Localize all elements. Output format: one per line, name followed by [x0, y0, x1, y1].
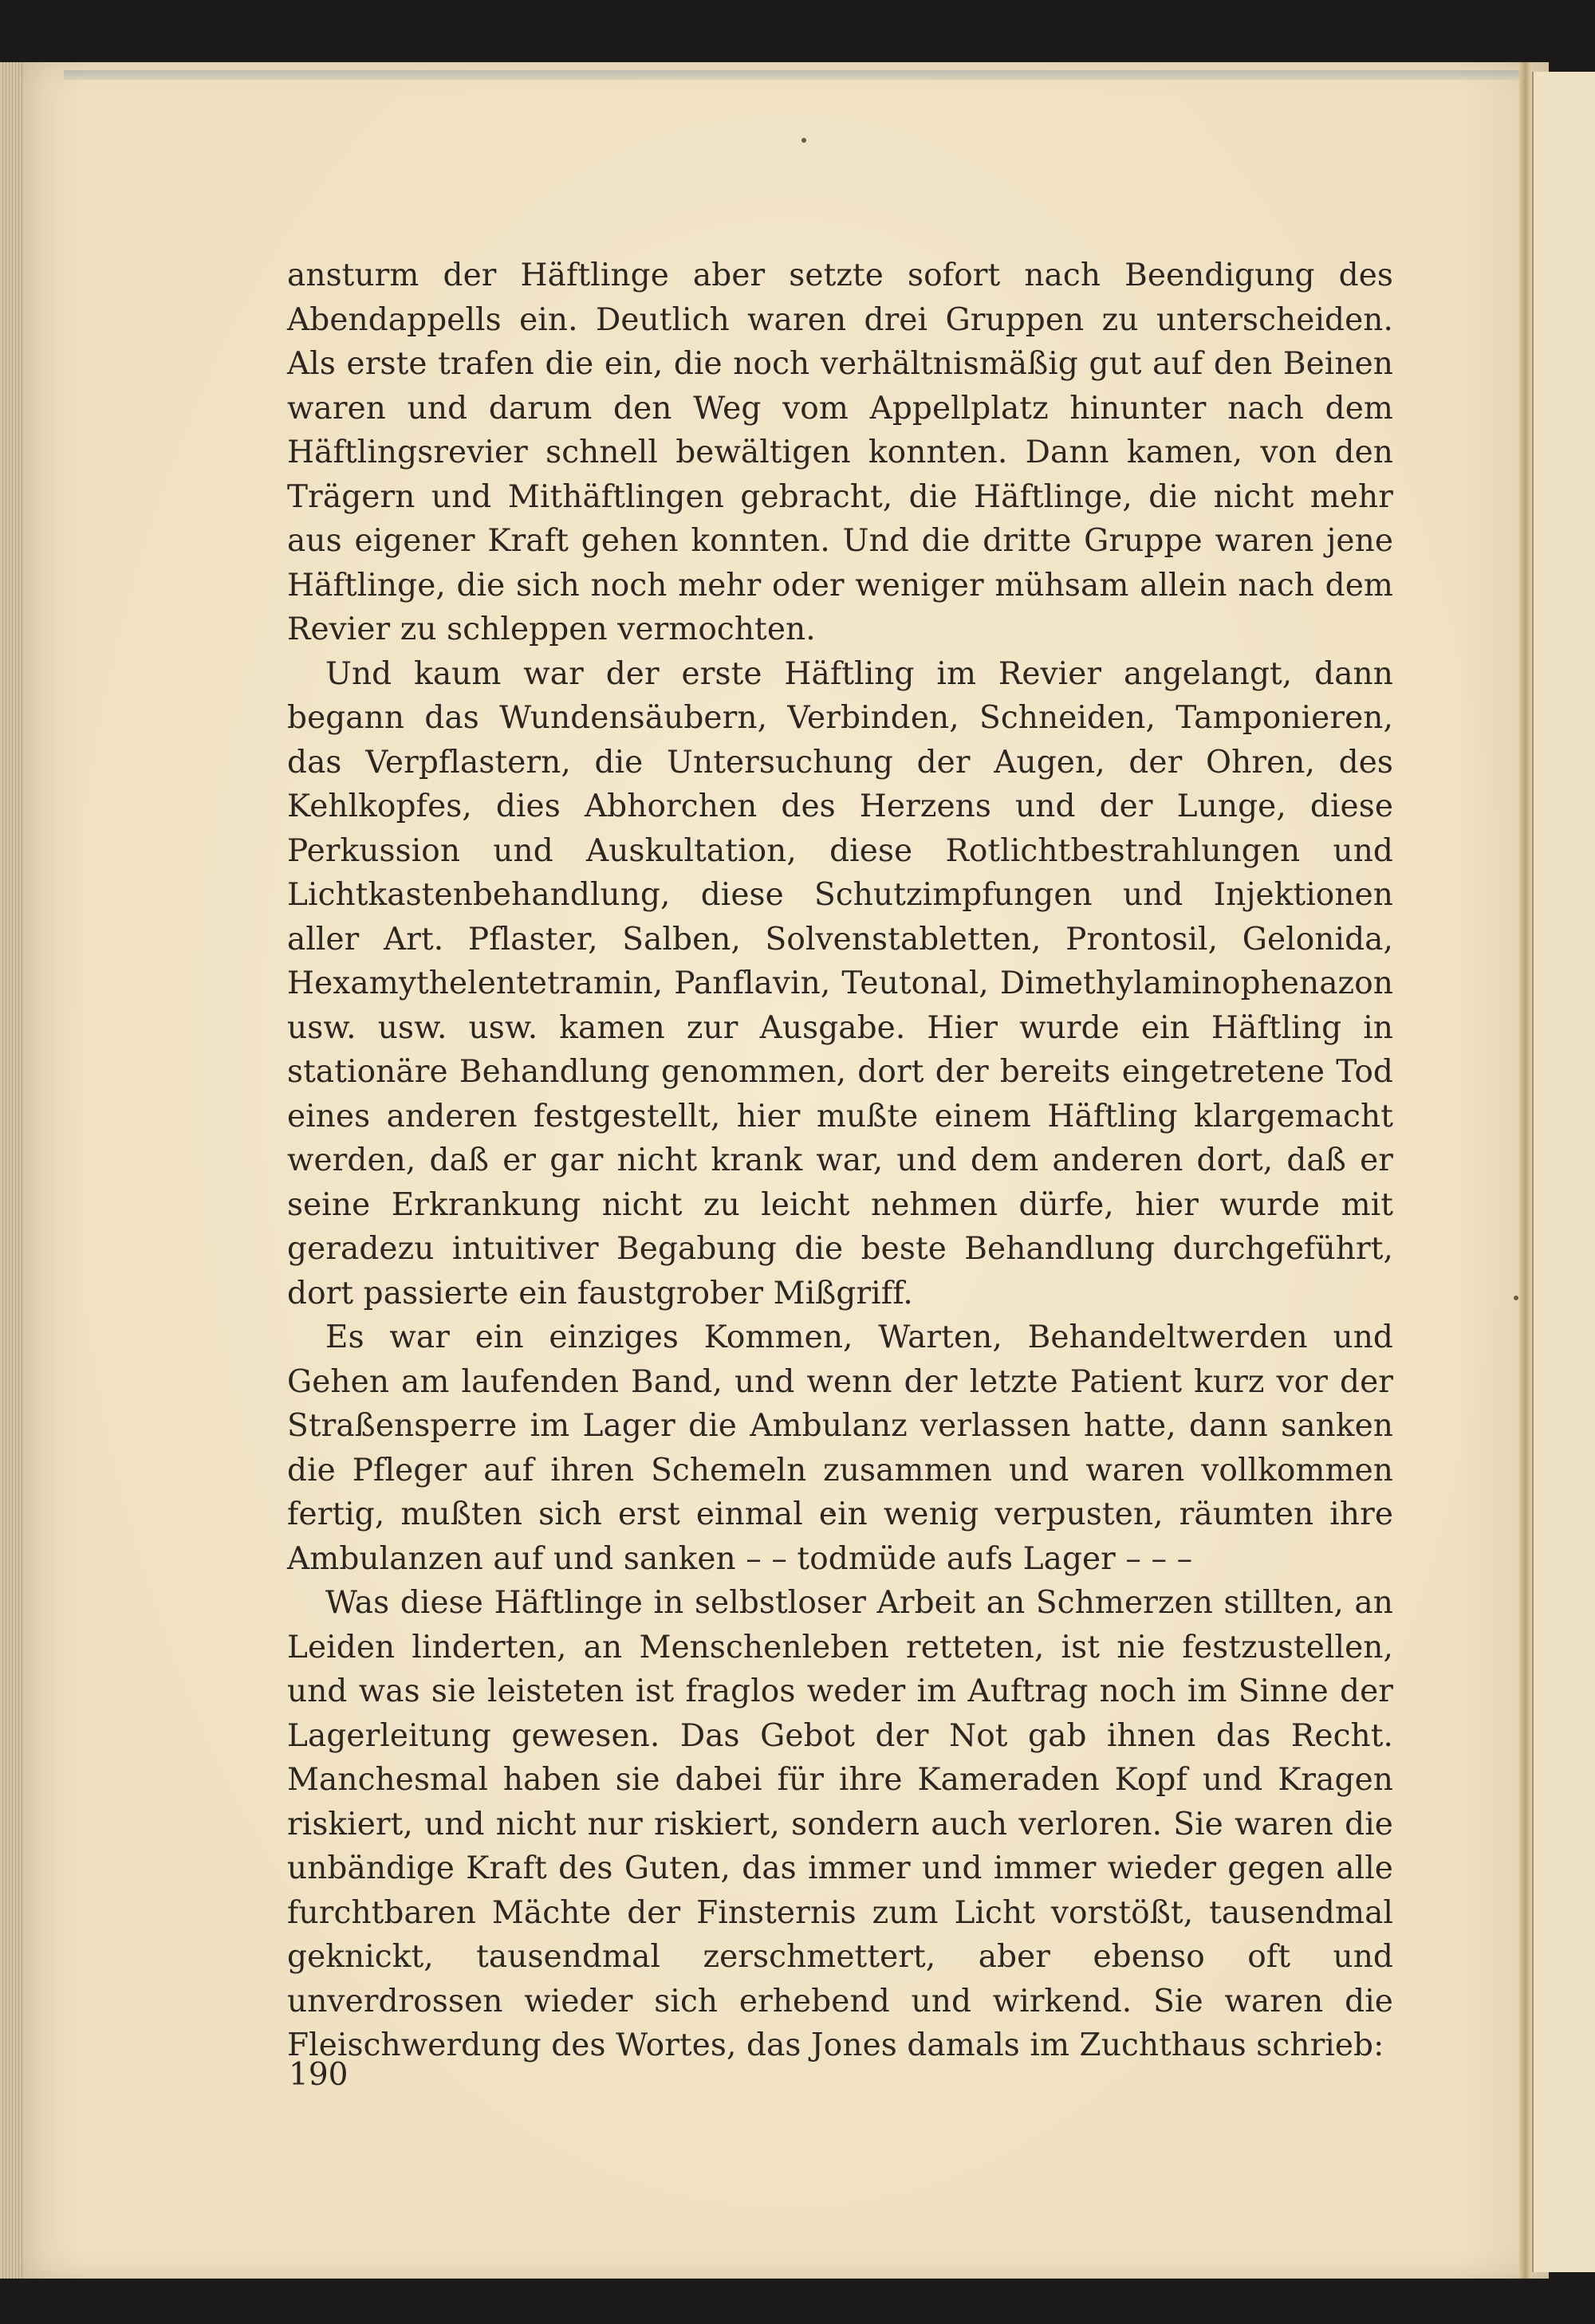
- paragraph-2: Und kaum war der erste Häftling im Revier angelangt, dann begann das Wundensäubern, Verbinden, Schneiden, Tamponieren, das Verpflastern, die Untersuchung der Augen, der Ohren, des Kehlkopfes, dies Abhorchen des Herzens und der Lunge, diese Perkussion und Auskultation, diese Rotlichtbestrahlungen und Lichtkastenbehandlung, diese Schutzimpfungen und Injektionen aller Art. Pflaster, Salben, Solvenstabletten, Prontosil, Gelonida, Hexamythelentetramin, Panflavin, Teutonal, Dimethylaminophenazon usw. usw. usw. kamen zur Ausgabe. Hier wurde ein Häftling in stationäre Behandlung genommen, dort der bereits eingetretene Tod eines anderen festgestellt, hier mußte einem Häftling klargemacht werden, daß er gar nicht krank war, und dem anderen dort, daß er seine Erkrankung nicht zu leicht nehmen dürfe, hier wurde mit geradezu intuitiver Begabung die beste Behandlung durchgeführt, dort passierte ein faustgrober Mißgriff.: [287, 655, 1393, 1311]
- paper-speck: [801, 138, 806, 143]
- body-text: [287, 254, 1393, 2068]
- facing-page-edge: [1532, 72, 1595, 2272]
- paragraph-1: ansturm der Häftlinge aber setzte sofort nach Beendigung des Abendappells ein. Deutlich waren drei Gruppen zu unterscheiden. Als erste trafen die ein, die noch verhältnismäßig gut auf den Beinen waren und darum den Weg vom Appellplatz hinunter nach dem Häftlingsrevier schnell bewältigen konnten. Dann kamen, von den Trägern und Mithäftlingen gebracht, die Häftlinge, die nicht mehr aus eigener Kraft gehen konnten. Und die dritte Gruppe waren jene Häftlinge, die sich noch mehr oder weniger mühsam allein nach dem Revier zu schleppen vermochten.: [287, 258, 1393, 647]
- book-gutter: [1519, 62, 1532, 2279]
- paragraph-3: Es war ein einziges Kommen, Warten, Behandeltwerden und Gehen am laufenden Band, und wenn der letzte Patient kurz vor der Straßensperre im Lager die Ambulanz verlassen hatte, dann sanken die Pfleger auf ihren Schemeln zusammen und waren vollkommen fertig, mußten sich erst einmal ein wenig verpusten, räumten ihre Ambulanzen auf und sanken – – todmüde aufs Lager – – –: [287, 1319, 1393, 1577]
- paragraph-4: Was diese Häftlinge in selbstloser Arbeit an Schmerzen stillten, an Leiden linderten, an Menschenleben retteten, ist nie festzustellen, und was sie leisteten ist fraglos weder im Auftrag noch im Sinne der Lagerleitung gewesen. Das Gebot der Not gab ihnen das Recht. Manchesmal haben sie dabei für ihre Kameraden Kopf und Kragen riskiert, und nicht nur riskiert, sondern auch verloren. Sie waren die unbändige Kraft des Guten, das immer und immer wieder gegen alle furchtbaren Mächte der Finsternis zum Licht vorstößt, tausendmal geknickt, tausendmal zerschmettert, aber ebenso oft und unverdrossen wieder sich erhebend und wirkend. Sie waren die Fleischwerdung des Wortes, das Jones damals im Zuchthaus schrieb:: [287, 1585, 1393, 2063]
- paper-speck: [1514, 1296, 1518, 1300]
- page-number: 190: [289, 2057, 349, 2093]
- page-top-edge: [64, 70, 1519, 80]
